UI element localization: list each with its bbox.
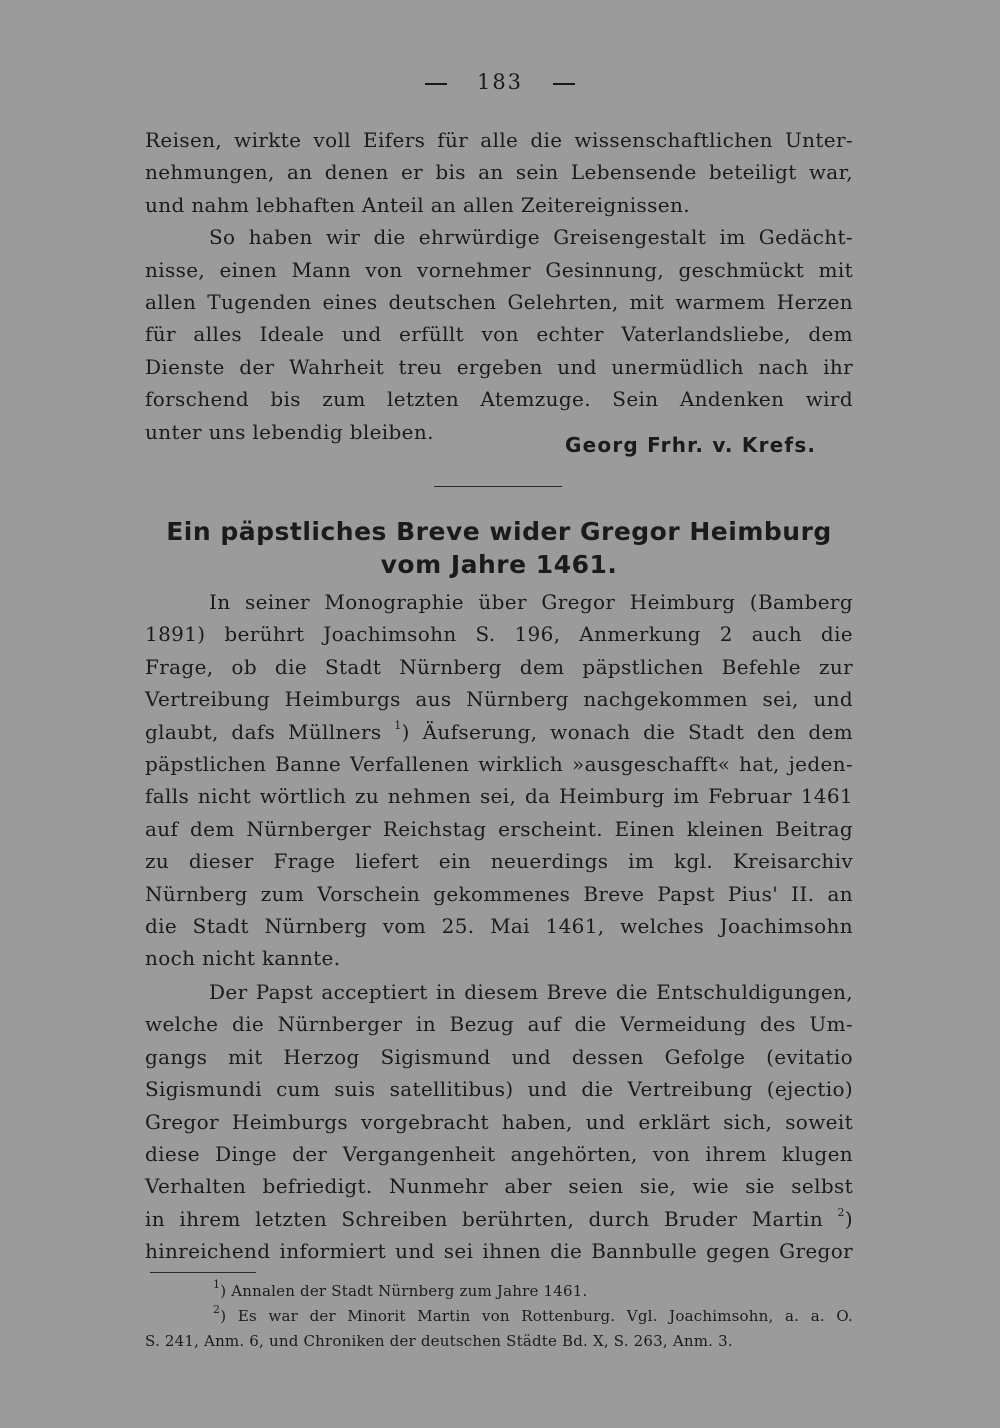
text-line: Der Papst acceptiert in diesem Breve die Entschuldigungen, xyxy=(209,980,853,1004)
obituary-text xyxy=(145,124,853,448)
article-paragraph-1 xyxy=(145,586,853,975)
text-line: Vertreibung Heimburgs aus Nürnberg nachgekommen sei, und xyxy=(145,687,853,712)
footnote-1 xyxy=(145,1279,853,1304)
text-line: zu dieser Frage liefert ein neuerdings im kgl. Kreisarchiv xyxy=(145,849,853,874)
text-line: auf dem Nürnberger Reichstag erscheint. Einen kleinen Beitrag xyxy=(145,816,853,841)
text-line: falls nicht wörtlich zu nehmen sei, da Heimburg im Februar 1461 xyxy=(145,784,853,809)
text-line: noch nicht kannte. xyxy=(145,946,341,971)
header-dash-left xyxy=(425,83,447,85)
text-line: allen Tugenden eines deutschen Gelehrten, mit warmem Herzen xyxy=(145,289,853,314)
text-line: für alles Ideale und erfüllt von echter Vaterlandsliebe, dem xyxy=(145,322,853,347)
signature: Georg Frhr. v. Krefs. xyxy=(565,433,817,457)
text-line: Reisen, wirkte voll Eifers für alle die wissenschaftlichen Unter- xyxy=(145,128,853,152)
text-line: diese Dinge der Vergangenheit angehörten, von ihrem klugen xyxy=(145,1141,853,1166)
footnote-text: ) Annalen der Stadt Nürnberg zum Jahre 1461. xyxy=(220,1282,588,1300)
text-line: In seiner Monographie über Gregor Heimburg (Bamberg xyxy=(209,590,853,614)
footnote-marker: 2 xyxy=(213,1303,221,1316)
text-line: 1891) berührt Joachimsohn S. 196, Anmerkung 2 auch die xyxy=(145,622,853,647)
footnote-text: ) Es war der Minorit Martin von Rottenburg. Vgl. Joachimsohn, a. a. O. xyxy=(220,1307,853,1325)
text-line: die Stadt Nürnberg vom 25. Mai 1461, welches Joachimsohn xyxy=(145,913,853,938)
text-line xyxy=(145,1203,853,1235)
article-paragraph-2 xyxy=(145,976,853,1268)
text-fragment: ) Äufserung, wonach die Stadt den dem xyxy=(401,719,853,744)
text-line: nisse, einen Mann von vornehmer Gesinnung, geschmückt mit xyxy=(145,257,853,282)
footnote-divider xyxy=(150,1272,256,1273)
text-line: gangs mit Herzog Sigismund und dessen Gefolge (evitatio xyxy=(145,1044,853,1069)
footnotes xyxy=(145,1279,853,1354)
text-line: und nahm lebhaften Anteil an allen Zeitereignissen. xyxy=(145,192,690,217)
page-header xyxy=(0,70,1000,94)
article-title-line: vom Jahre 1461. xyxy=(380,550,618,579)
text-line: Dienste der Wahrheit treu ergeben und unermüdlich nach ihr xyxy=(145,354,853,379)
footnote-marker: 1 xyxy=(213,1278,221,1291)
text-line: unter uns lebendig bleiben. xyxy=(145,419,434,444)
footnote-2 xyxy=(145,1304,853,1329)
text-line: Gregor Heimburgs vorgebracht haben, und erklärt sich, soweit xyxy=(145,1109,853,1134)
footnote-2-continuation: S. 241, Anm. 6, und Chroniken der deutschen Städte Bd. X, S. 263, Anm. 3. xyxy=(145,1332,733,1350)
text-line: päpstlichen Banne Verfallenen wirklich »ausgeschafft« hat, jeden- xyxy=(145,751,853,776)
text-fragment: in ihrem letzten Schreiben berührten, durch Bruder Martin xyxy=(145,1206,824,1231)
article-title xyxy=(145,515,853,581)
header-dash-right xyxy=(553,83,575,85)
text-fragment: ) xyxy=(844,1206,853,1231)
text-line: Verhalten befriedigt. Nunmehr aber seien sie, wie sie selbst xyxy=(145,1174,853,1199)
text-line: So haben wir die ehrwürdige Greisengestalt im Gedächt- xyxy=(209,225,853,250)
footnote-marker: 2 xyxy=(837,1206,845,1220)
text-line: Sigismundi cum suis satellitibus) und die Vertreibung (ejectio) xyxy=(145,1077,853,1102)
text-line: Frage, ob die Stadt Nürnberg dem päpstlichen Befehle zur xyxy=(145,654,853,679)
article-title-line: Ein päpstliches Breve wider Gregor Heimburg xyxy=(166,517,832,546)
text-line: forschend bis zum letzten Atemzuge. Sein Andenken wird xyxy=(145,387,853,412)
page-number: 183 xyxy=(476,70,524,94)
text-line: nehmungen, an denen er bis an sein Lebensende beteiligt war, xyxy=(145,160,853,185)
footnote-marker: 1 xyxy=(394,718,402,732)
section-divider xyxy=(434,486,562,487)
text-line: Nürnberg zum Vorschein gekommenes Breve Papst Pius' II. an xyxy=(145,881,853,906)
text-fragment: glaubt, dafs Müllners xyxy=(145,719,382,744)
text-line: welche die Nürnberger in Bezug auf die Vermeidung des Um- xyxy=(145,1012,853,1037)
text-line xyxy=(145,716,853,748)
text-line: hinreichend informiert und sei ihnen die Bannbulle gegen Gregor xyxy=(145,1239,853,1264)
